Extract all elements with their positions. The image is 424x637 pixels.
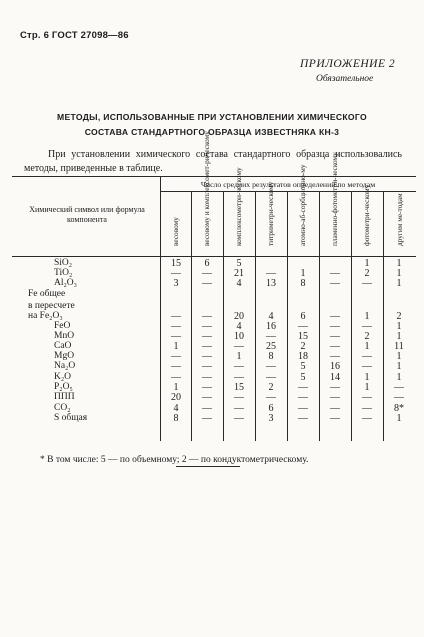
column-header [319,152,351,254]
table-cell: — [330,392,340,403]
table-cell: 4 [173,403,179,414]
table-cell: — [394,382,404,393]
row-label: K₂O [54,372,72,382]
table-cell: — [202,341,212,352]
appendix-title: ПРИЛОЖЕНИЕ 2 [300,58,396,70]
table-cell: — [298,403,308,414]
table-cell: — [298,321,308,332]
column-header-text: другим ме-тодам [394,193,404,246]
row-label: в пересчете [28,301,75,311]
stub-header: Химический символ или формула компонента [29,205,145,224]
table-cell: — [330,403,340,414]
table-cell: 1 [364,382,370,393]
table-cell: — [234,372,244,383]
table-cell: 3 [173,278,179,289]
table-cell: 18 [298,351,308,362]
table-cell: — [330,311,340,322]
column-header [160,196,191,254]
table-cell: 2 [268,382,274,393]
table-cell: — [394,392,404,403]
table-cell: — [171,311,181,322]
column-header [351,184,383,254]
row-label: CO₂ [54,403,71,413]
column-header [223,167,255,254]
column-header [287,164,319,254]
page-header: Стр. 6 ГОСТ 27098—86 [20,30,129,41]
table-cell: — [362,413,372,424]
column-header-text: атомно-аб-сорбционно-му [298,164,307,246]
row-label: на Fe₂O₃ [28,311,63,321]
table-cell: 3 [268,413,274,424]
table-cell: 2 [300,341,306,352]
table-cell: 1 [236,351,242,362]
table-cell: — [362,361,372,372]
column-header [255,181,287,254]
table-cell: — [330,341,340,352]
table-cell: 1 [173,382,179,393]
appendix-subtitle: Обязательное [316,74,374,84]
table-cell: 2 [364,268,370,279]
row-label: Fe общее [28,289,66,299]
row-label: P₂O₅ [54,382,73,392]
row-label: CaO [54,341,72,351]
table-cell: 15 [171,258,181,269]
table-cell: 1 [396,413,402,424]
table-cell: — [202,351,212,362]
table-cell: 1 [396,331,402,342]
table-cell: — [171,351,181,362]
table-cell: 8* [394,403,404,414]
document-title [30,110,394,140]
table-cell: — [202,413,212,424]
table-cell: 1 [396,268,402,279]
table-cell: 1 [396,258,402,269]
table-cell: 1 [396,351,402,362]
table-cell: — [362,392,372,403]
table-cell: 5 [300,361,306,372]
table-cell: — [330,413,340,424]
intro-paragraph: При установлении химического состава стандартного образца использовались методы, приведенные в таблице. [24,149,402,174]
row-label: FeO [54,321,71,331]
table-cell: 2 [396,311,402,322]
footnote: * В том числе: 5 — по объемному; 2 — по кондуктометрическому. [40,455,309,465]
table-cell: — [266,392,276,403]
table-cell: 15 [234,382,244,393]
table-cell: — [202,321,212,332]
table-cell: — [330,321,340,332]
table-cell: 6 [204,258,210,269]
row-label: Al₂O₃ [54,278,77,288]
table-cell: 20 [171,392,181,403]
table-cell: — [330,278,340,289]
table-cell: — [202,392,212,403]
table-cell: 4 [236,321,242,332]
table-top-rule [12,176,416,177]
header-bottom-rule [12,256,416,257]
table-cell: 13 [266,278,276,289]
title-line-1: МЕТОДЫ, ИСПОЛЬЗОВАННЫЕ ПРИ УСТАНОВЛЕНИИ ХИМИЧЕСКОГО [57,112,367,122]
row-label: TiO₂ [54,268,73,278]
table-cell: 1 [396,321,402,332]
table-cell: 6 [300,311,306,322]
table-cell: — [202,403,212,414]
table-cell: — [266,372,276,383]
table-cell: — [171,321,181,332]
table-cell: — [362,321,372,332]
column-header-text: комплексометри-ческому [234,167,243,246]
table-cell: 8 [268,351,274,362]
table-cell: 14 [330,372,340,383]
table-cell: 16 [330,361,340,372]
table-cell: 6 [268,403,274,414]
table-cell: 1 [364,258,370,269]
table-cell: 5 [236,258,242,269]
table-cell: — [330,268,340,279]
table-cell: 25 [266,341,276,352]
column-header [383,193,416,254]
table-cell: — [202,361,212,372]
table-cell: 20 [234,311,244,322]
table-cell: — [171,372,181,383]
table-cell: — [234,413,244,424]
table-cell: — [362,351,372,362]
table-cell: 15 [298,331,308,342]
table-cell: — [298,392,308,403]
table-cell: 10 [234,331,244,342]
table-cell: 8 [300,278,306,289]
table-cell: 1 [396,278,402,289]
table-cell: — [202,372,212,383]
column-header-text: весовому [170,217,180,246]
row-label: MnO [54,331,75,341]
table-cell: — [362,403,372,414]
footer-rule [176,466,240,467]
table-cell: — [171,268,181,279]
column-header-text: пламенно-фотометри-ческому [330,152,339,246]
column-header-text: весовому и комплексомет-рическому [202,131,211,246]
table-cell: — [202,331,212,342]
table-cell: 8 [173,413,179,424]
table-cell: — [298,382,308,393]
table-cell: — [171,361,181,372]
table-cell: — [171,331,181,342]
row-label: MgO [54,351,75,361]
table-cell: — [330,331,340,342]
table-cell: — [202,278,212,289]
table-cell: — [202,311,212,322]
table-cell: 4 [236,278,242,289]
table-cell: 21 [234,268,244,279]
table-cell: — [202,382,212,393]
title-line-2: СОСТАВА СТАНДАРТНОГО ОБРАЗЦА ИЗВЕСТНЯКА КН-3 [84,127,340,137]
table-cell: 1 [173,341,179,352]
table-cell: 1 [300,268,306,279]
table-cell: 1 [364,341,370,352]
row-label: Na₂O [54,361,76,371]
row-label: SiO₂ [54,258,73,268]
table-cell: 2 [364,331,370,342]
span-header: Число средних результатов определений по методам [200,180,376,189]
table-cell: — [234,361,244,372]
span-header-rule [160,191,416,192]
table-cell: 11 [394,341,404,352]
column-header-text: титриметри-ческому [266,181,275,246]
table-cell: 1 [364,311,370,322]
table-cell: — [266,361,276,372]
table-cell: — [330,382,340,393]
table-cell: — [362,278,372,289]
table-cell: — [298,413,308,424]
table-cell: 4 [268,311,274,322]
table-cell: — [330,351,340,362]
column-header-text: фотометри-ческому [362,184,371,246]
table-cell: 1 [364,372,370,383]
row-label: S общая [54,413,88,423]
row-label: ППП [54,392,75,402]
table-cell: — [234,392,244,403]
table-cell: — [202,268,212,279]
table-cell: 1 [396,361,402,372]
table-cell: 16 [266,321,276,332]
table-cell: — [266,268,276,279]
column-header [191,131,223,254]
table-cell: — [234,341,244,352]
table-cell: — [266,331,276,342]
table-cell: 1 [396,372,402,383]
table-cell: 5 [300,372,306,383]
table-cell: — [234,403,244,414]
